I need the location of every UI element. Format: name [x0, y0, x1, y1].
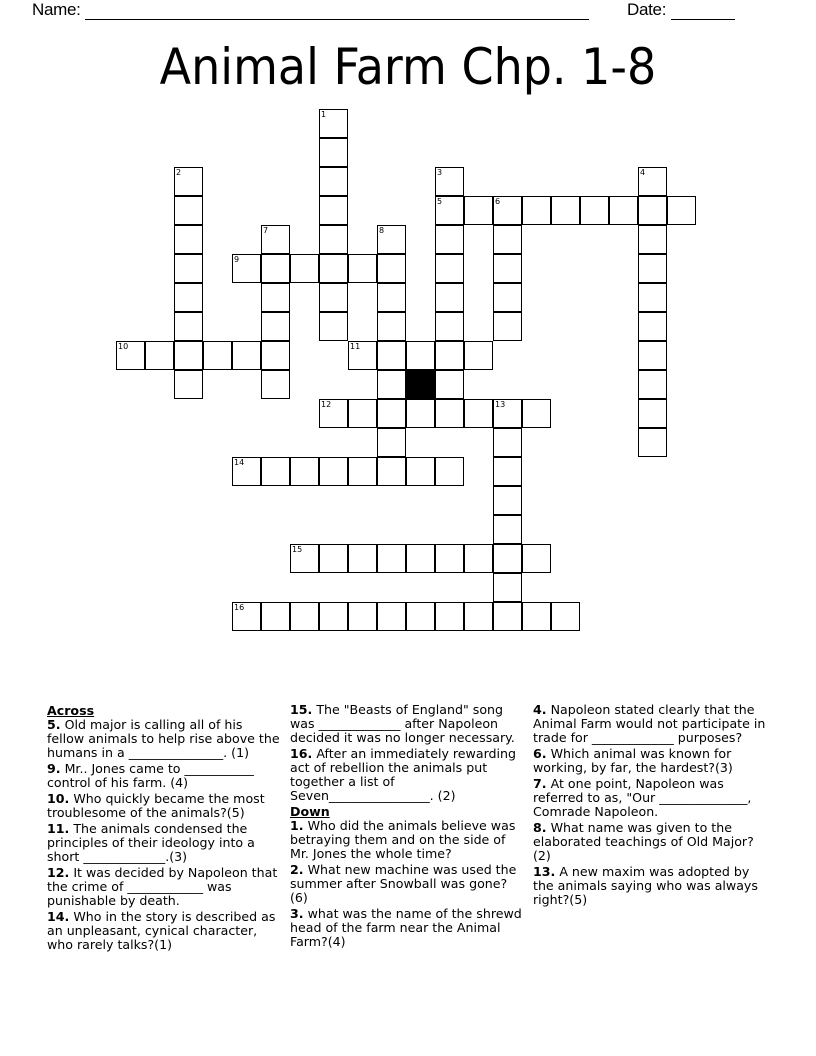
grid-cell[interactable]: [493, 399, 522, 428]
clue-text: Who quickly became the most troublesome of the animals?(5): [47, 791, 265, 820]
grid-cell[interactable]: [319, 457, 348, 486]
clue-number: 8.: [533, 820, 547, 835]
grid-cell[interactable]: [435, 341, 464, 370]
clue-number-label: 1: [321, 110, 327, 119]
clue-number-label: 2: [176, 168, 182, 177]
grid-cell[interactable]: [377, 341, 406, 370]
clue-number: 16.: [290, 746, 313, 761]
clue-text: Mr.. Jones came to ___________ control of his farm. (4): [47, 761, 254, 790]
grid-cell[interactable]: [116, 341, 145, 370]
clue-number-label: 9: [234, 255, 240, 264]
grid-cell[interactable]: [348, 457, 377, 486]
grid-cell[interactable]: [319, 399, 348, 428]
grid-cell[interactable]: [493, 312, 522, 341]
clue-text: A new maxim was adopted by the animals saying who was always right?(5): [533, 864, 758, 907]
grid-cell[interactable]: [261, 254, 290, 283]
grid-cell[interactable]: [522, 544, 551, 573]
grid-cell[interactable]: [377, 399, 406, 428]
clue-number-label: 5: [437, 197, 443, 206]
clue-number-label: 16: [234, 603, 245, 612]
down-clue: [533, 747, 768, 775]
down-clue: [533, 703, 768, 745]
grid-cell[interactable]: [319, 138, 348, 167]
clue-text: At one point, Napoleon was referred to as, "Our ______________, Comrade Napoleon.: [533, 776, 752, 819]
grid-cell[interactable]: [493, 254, 522, 283]
grid-cell[interactable]: [406, 399, 435, 428]
clue-text: Which animal was known for working, by far, the hardest?(3): [533, 746, 733, 775]
grid-cell[interactable]: [174, 312, 203, 341]
grid-cell[interactable]: [493, 428, 522, 457]
grid-cell[interactable]: [638, 370, 667, 399]
clue-number: 2.: [290, 862, 304, 877]
grid-cell[interactable]: [435, 283, 464, 312]
grid-cell[interactable]: [319, 312, 348, 341]
grid-cell[interactable]: [261, 457, 290, 486]
grid-cell[interactable]: [319, 602, 348, 631]
down-clue: [290, 863, 525, 905]
grid-cell[interactable]: [348, 602, 377, 631]
across-clue: [47, 792, 282, 820]
grid-cell[interactable]: [145, 341, 174, 370]
clue-number-label: 3: [437, 168, 443, 177]
clue-number: 15.: [290, 702, 313, 717]
grid-cell[interactable]: [377, 457, 406, 486]
grid-cell[interactable]: [638, 428, 667, 457]
grid-cell[interactable]: [319, 544, 348, 573]
page-title: Animal Farm Chp. 1-8: [159, 38, 657, 96]
clue-number: 6.: [533, 746, 547, 761]
grid-cell[interactable]: [522, 196, 551, 225]
across-clue: [47, 762, 282, 790]
clue-number-label: 14: [234, 458, 245, 467]
black-cell: [406, 370, 435, 399]
grid-cell[interactable]: [290, 544, 319, 573]
grid-cell[interactable]: [319, 109, 348, 138]
across-clue: [47, 822, 282, 864]
grid-cell[interactable]: [609, 196, 638, 225]
grid-cell[interactable]: [493, 486, 522, 515]
grid-cell[interactable]: [638, 225, 667, 254]
grid-cell[interactable]: [464, 399, 493, 428]
grid-cell[interactable]: [232, 341, 261, 370]
grid-cell[interactable]: [290, 457, 319, 486]
grid-cell[interactable]: [261, 341, 290, 370]
clue-text: What name was given to the elaborated teachings of Old Major?(2): [533, 820, 754, 863]
grid-cell[interactable]: [174, 225, 203, 254]
grid-cell[interactable]: [406, 341, 435, 370]
down-heading: Down: [290, 804, 330, 819]
clue-number-label: 7: [263, 226, 269, 235]
clue-text: Who did the animals believe was betraying them and on the side of Mr. Jones the whole time?: [290, 818, 516, 861]
grid-cell[interactable]: [406, 457, 435, 486]
clue-number-label: 12: [321, 400, 332, 409]
grid-cell[interactable]: [493, 283, 522, 312]
across-heading: Across: [47, 703, 95, 718]
grid-cell[interactable]: [290, 602, 319, 631]
grid-cell[interactable]: [638, 283, 667, 312]
grid-cell[interactable]: [435, 457, 464, 486]
grid-cell[interactable]: [435, 312, 464, 341]
clue-text: Who in the story is described as an unpleasant, cynical character, who rarely talks?(1): [47, 909, 276, 952]
grid-cell[interactable]: [348, 399, 377, 428]
grid-cell[interactable]: [580, 196, 609, 225]
grid-cell[interactable]: [435, 225, 464, 254]
down-clue: [290, 819, 525, 861]
grid-cell[interactable]: [261, 283, 290, 312]
down-clue: [533, 865, 768, 907]
grid-cell[interactable]: [348, 544, 377, 573]
clue-number: 9.: [47, 761, 61, 776]
clue-number-label: 15: [292, 545, 303, 554]
grid-cell[interactable]: [377, 428, 406, 457]
grid-cell[interactable]: [435, 399, 464, 428]
clue-number: 7.: [533, 776, 547, 791]
clue-number: 5.: [47, 717, 61, 732]
grid-cell[interactable]: [493, 515, 522, 544]
grid-cell[interactable]: [319, 167, 348, 196]
grid-cell[interactable]: [493, 544, 522, 573]
grid-cell[interactable]: [464, 196, 493, 225]
clue-number: 13.: [533, 864, 556, 879]
clue-text: what was the name of the shrewd head of the farm near the Animal Farm?(4): [290, 906, 522, 949]
clue-number-label: 4: [640, 168, 646, 177]
grid-cell[interactable]: [464, 602, 493, 631]
clue-text: The animals condensed the principles of their ideology into a short _____________.(3): [47, 821, 255, 864]
grid-cell[interactable]: [174, 196, 203, 225]
grid-cell[interactable]: [377, 544, 406, 573]
clue-text: It was decided by Napoleon that the crime of ____________ was punishable by death.: [47, 865, 278, 908]
grid-cell[interactable]: [435, 196, 464, 225]
across-clue: [47, 910, 282, 952]
grid-cell[interactable]: [435, 544, 464, 573]
grid-cell[interactable]: [232, 602, 261, 631]
grid-cell[interactable]: [261, 602, 290, 631]
grid-cell[interactable]: [377, 225, 406, 254]
across-clue: [290, 747, 525, 803]
clues-column-3: [533, 703, 768, 909]
grid-cell[interactable]: [319, 254, 348, 283]
grid-cell[interactable]: [435, 370, 464, 399]
grid-cell[interactable]: [174, 254, 203, 283]
clues-column-1: [47, 703, 282, 954]
grid-cell[interactable]: [638, 341, 667, 370]
clue-number-label: 11: [350, 342, 361, 351]
date-label: Date:: [627, 0, 667, 19]
grid-cell[interactable]: [348, 341, 377, 370]
grid-cell[interactable]: [493, 196, 522, 225]
clue-text: Napoleon stated clearly that the Animal Farm would not participate in trade for _____________ purposes?: [533, 702, 766, 745]
grid-cell[interactable]: [464, 544, 493, 573]
clue-number: 12.: [47, 865, 70, 880]
grid-cell[interactable]: [319, 225, 348, 254]
down-clue: [533, 777, 768, 819]
grid-cell[interactable]: [493, 602, 522, 631]
grid-cell[interactable]: [435, 167, 464, 196]
clue-text: What new machine was used the summer after Snowball was gone?(6): [290, 862, 517, 905]
grid-cell[interactable]: [174, 370, 203, 399]
clue-number-label: 8: [379, 226, 385, 235]
grid-cell[interactable]: [638, 399, 667, 428]
grid-cell[interactable]: [493, 457, 522, 486]
grid-cell[interactable]: [377, 312, 406, 341]
grid-cell[interactable]: [377, 370, 406, 399]
across-clue: [47, 866, 282, 908]
grid-cell[interactable]: [638, 196, 667, 225]
grid-cell[interactable]: [377, 283, 406, 312]
grid-cell[interactable]: [638, 167, 667, 196]
grid-cell[interactable]: [319, 196, 348, 225]
grid-cell[interactable]: [174, 167, 203, 196]
grid-cell[interactable]: [406, 544, 435, 573]
clue-number-label: 13: [495, 400, 506, 409]
grid-cell[interactable]: [493, 573, 522, 602]
grid-cell[interactable]: [638, 312, 667, 341]
clue-text: The "Beasts of England" song was _____________ after Napoleon decided it was no longer necessary.: [290, 702, 515, 745]
grid-cell[interactable]: [435, 254, 464, 283]
down-clue: [533, 821, 768, 863]
name-label: Name:: [32, 0, 81, 19]
clue-number: 10.: [47, 791, 70, 806]
grid-cell[interactable]: [435, 602, 464, 631]
grid-cell[interactable]: [551, 196, 580, 225]
clue-number: 14.: [47, 909, 70, 924]
grid-cell[interactable]: [638, 254, 667, 283]
grid-cell[interactable]: [551, 602, 580, 631]
grid-cell[interactable]: [174, 341, 203, 370]
clue-number: 3.: [290, 906, 304, 921]
grid-cell[interactable]: [464, 341, 493, 370]
grid-cell[interactable]: [290, 254, 319, 283]
clue-text: After an immediately rewarding act of rebellion the animals put together a list of Seven________________. (2): [290, 746, 516, 803]
clue-number: 11.: [47, 821, 70, 836]
grid-cell[interactable]: [377, 602, 406, 631]
grid-cell[interactable]: [261, 370, 290, 399]
clue-number-label: 6: [495, 197, 501, 206]
grid-cell[interactable]: [174, 283, 203, 312]
grid-cell[interactable]: [667, 196, 696, 225]
down-clue: [290, 907, 525, 949]
grid-cell[interactable]: [406, 602, 435, 631]
clues-column-2: [290, 703, 525, 951]
grid-cell[interactable]: [348, 254, 377, 283]
across-clue: [47, 718, 282, 760]
grid-cell[interactable]: [522, 399, 551, 428]
clue-text: Old major is calling all of his fellow animals to help rise above the humans in a _______________. (1): [47, 717, 280, 760]
grid-cell[interactable]: [232, 254, 261, 283]
clue-number: 1.: [290, 818, 304, 833]
grid-cell[interactable]: [377, 254, 406, 283]
grid-cell[interactable]: [261, 225, 290, 254]
grid-cell[interactable]: [203, 341, 232, 370]
grid-cell[interactable]: [522, 602, 551, 631]
clue-number: 4.: [533, 702, 547, 717]
across-clue: [290, 703, 525, 745]
grid-cell[interactable]: [261, 312, 290, 341]
grid-cell[interactable]: [232, 457, 261, 486]
grid-cell[interactable]: [319, 283, 348, 312]
clue-number-label: 10: [118, 342, 129, 351]
grid-cell[interactable]: [493, 225, 522, 254]
